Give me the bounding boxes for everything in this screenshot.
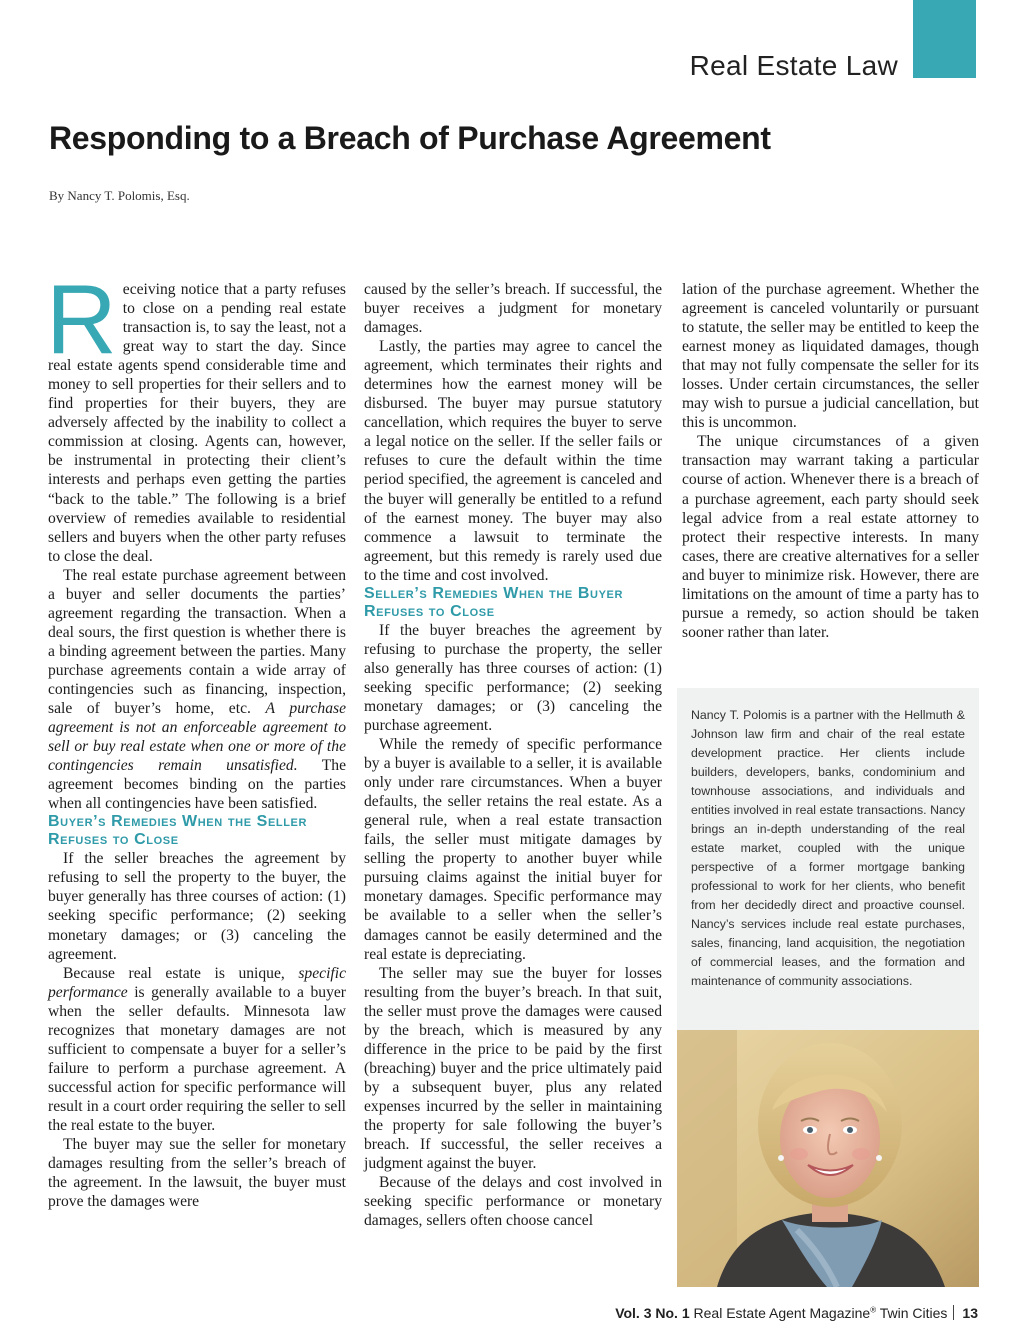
- author-bio-text: Nancy T. Polomis is a partner with the Hellmuth & Johnson law firm and chair of the real estate development practice. Her clients include builders, developers, banks, condominium and townhouse associations, and individuals and entities involved in real estate transactions. Nancy brings an in-depth understanding of the real estate market, coupled with the unique perspective of a former mortgage banking professional to work for her clients, who benefit from her decidedly direct and proactive counsel. Nancy’s services include real estate purchases, sales, financing, land acquisition, the negotiation of commercial leases, and the formation and maintenance of community associations.: [691, 708, 965, 988]
- italic-text: A purchase agreement is not an enforceable agreement to sell or buy real estate when one or more of the contingencies remain unsatisfied.: [48, 700, 347, 775]
- paragraph-specific-performance: [48, 964, 346, 1135]
- subhead-sellers-remedies: Seller’s Remedies When the Buyer Refuses to Close: [364, 584, 623, 620]
- section-label: Real Estate Law: [689, 50, 898, 81]
- article-column-3: [682, 280, 979, 642]
- edition-name: Twin Cities: [879, 1305, 948, 1321]
- author-photo: [677, 1030, 979, 1287]
- subhead-buyers-remedies: Buyer’s Remedies When the Seller Refuses to Close: [48, 813, 307, 849]
- paragraph-purchase-agreement: [48, 566, 346, 814]
- paragraph-monetary-damages: The buyer may sue the seller for monetary damages resulting from the seller’s breach of the agreement. In the lawsuit, the buyer must prove the damages were: [48, 1136, 346, 1211]
- article-column-2: [364, 280, 662, 1230]
- paragraph-cancellation: Lastly, the parties may agree to cancel the agreement, which terminates their rights and determines how the earnest money will be disbursed. The buyer may pursue statutory cancellation, which requires the buyer to serve a legal notice on the seller. If the seller fails or refuses to cure the default within the time period specified, the agreement is canceled and the buyer will generally be entitled to a refund of the earnest money. The buyer may also commence a lawsuit to terminate the agreement, but this remedy is rarely used due to the time and cost involved.: [364, 338, 662, 584]
- paragraph-delays-cont: lation of the purchase agreement. Whether the agreement is canceled voluntarily or pursuant to statute, the seller may be entitled to keep the earnest money as liquidated damages, though that may not fully compensate the seller for its losses. Under certain circumstances, the seller may wish to pursue a judicial cancellation, but this is uncommon.: [682, 281, 979, 432]
- paragraph-seller-specific-performance: While the remedy of specific performance by a buyer is available to a seller, it is available only under rare circumstances. When a buyer defaults, the seller retains the real estate. As a general rule, when a real estate transaction fails, the seller must mitigate damages by selling the property to another buyer while pursuing claims against the initial buyer for monetary damages. Specific performance may be available to a seller when the seller’s damages cannot be easily determined and the real estate is depreciating.: [364, 736, 662, 963]
- text: The agreement becomes binding on the parties when all contingencies have been satisfied.: [48, 757, 346, 813]
- page-footer: [615, 1305, 978, 1321]
- author-bio-box: [677, 688, 979, 1287]
- italic-text: specific performance: [48, 964, 346, 1001]
- section-color-tab: [913, 0, 976, 78]
- paragraph-intro: [46, 264, 346, 566]
- page-number: 13: [962, 1305, 978, 1321]
- paragraph-conclusion: The unique circumstances of a given transaction may warrant taking a particular course of action. Whenever there is a breach of a purchase agreement, each party should seek legal advice from a real estate attorney to protect their respective interests. In many cases, there are creative alternatives for a seller and buyer to minimize risk. However, there are limitations on the amount of time a party has to pursue a remedy, so action should be taken sooner rather than later.: [682, 433, 979, 641]
- issue-number: Vol. 3 No. 1: [615, 1305, 690, 1321]
- paragraph-delays: Because of the delays and cost involved in seeking specific performance or monetary damages, sellers often choose cancel: [364, 1174, 662, 1230]
- article-title: Responding to a Breach of Purchase Agreement: [49, 120, 771, 156]
- registered-mark: ®: [870, 1305, 877, 1315]
- footer-divider: [953, 1305, 954, 1320]
- text: Because real estate is unique,: [63, 964, 299, 982]
- paragraph-monetary-damages-cont: caused by the seller’s breach. If successful, the buyer receives a judgment for monetary damages.: [364, 281, 662, 337]
- text: is generally available to a buyer when the seller defaults. Minnesota law recognizes that monetary damages are not sufficient to compensate a buyer for a seller’s failure to perform a purchase agreement. A successful action for specific performance will result in a court order requiring the seller to sell the real estate to the buyer.: [48, 983, 346, 1134]
- byline: By Nancy T. Polomis, Esq.: [49, 188, 190, 203]
- paragraph-seller-losses: The seller may sue the buyer for losses resulting from the buyer’s breach. In that suit, the seller must prove the damages were caused by the breach, which is measured by any difference in the price to be paid by the first (breaching) buyer and the price ultimately paid by a subsequent buyer, plus any related expenses incurred by the seller in maintaining the property for sale following the buyer’s breach. If successful, the seller receives a judgment against the buyer.: [364, 964, 662, 1173]
- drop-cap: R: [46, 264, 117, 374]
- article-column-1: [46, 264, 347, 1211]
- text: The real estate purchase agreement between a buyer and seller documents the parties’ agreement regarding the transaction. When a deal sours, the first question is whether there is a binding agreement between the parties. Many purchase agreements contain a wide array of contingencies such as financing, inspection, sale of buyer’s home, etc.: [48, 566, 346, 718]
- paragraph-three-courses: If the seller breaches the agreement by refusing to sell the property to the buyer, the buyer generally has three courses of action: (1) seeking specific performance; (2) seeking monetary damages; or (3) canceling the agreement.: [48, 850, 346, 963]
- magazine-name: Real Estate Agent Magazine: [693, 1305, 871, 1321]
- intro-text: eceiving notice that a party refuses to close on a pending real estate transaction is, to say the least, not a great way to start the day. Since real estate agents spend considerable time and money to sell properties for their sellers and to find properties for their buyers, they are adversely affected by the inability to collect a commission at closing. Agents can, however, be instrumental in protecting their client’s interests and perhaps even getting the parties “back to the table.” The following is a brief overview of remedies available to residential sellers and buyers when the other party refuses to close the deal.: [48, 281, 346, 565]
- paragraph-seller-courses: If the buyer breaches the agreement by refusing to purchase the property, the seller also generally has three courses of action: (1) seeking specific performance; (2) seeking monetary damages; or (3) canceling the purchase agreement.: [364, 621, 662, 734]
- author-portrait-illustration: [677, 1030, 979, 1287]
